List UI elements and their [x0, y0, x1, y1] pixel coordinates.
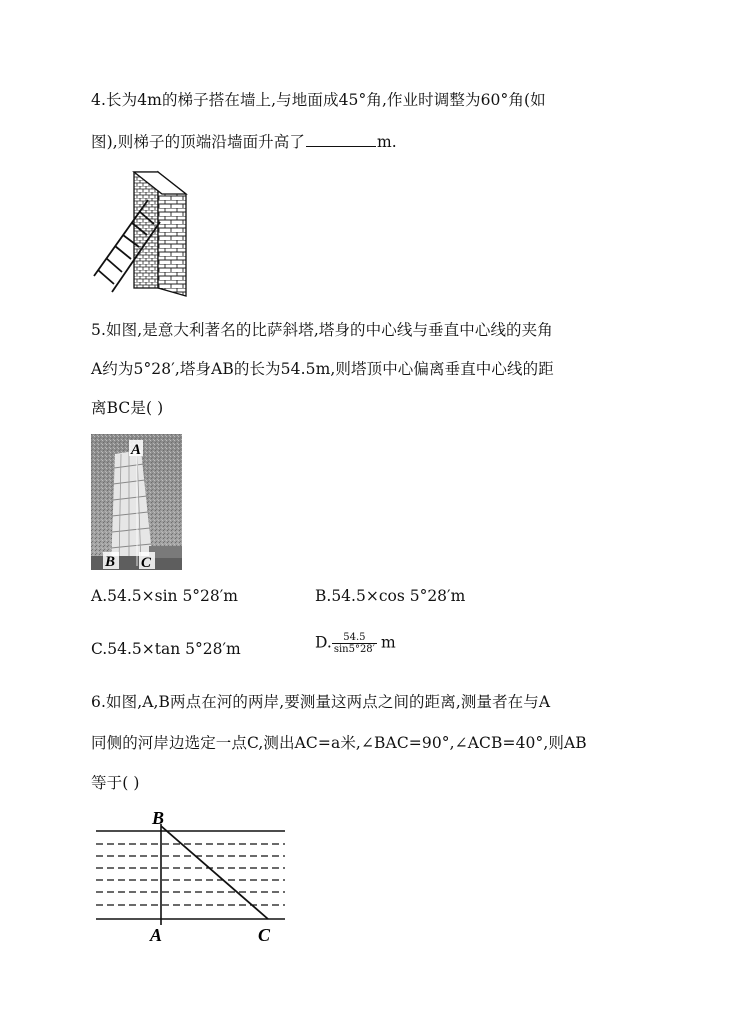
q5-option-a[interactable]: A.54.5×sin 5°28′m — [91, 587, 238, 605]
q4-line-2 — [91, 130, 397, 152]
q5-line-3: 离BC是( ) — [91, 399, 164, 417]
ladder-wall-figure — [90, 168, 200, 298]
photo-label-a: A — [131, 442, 142, 458]
q6-line-1: 6.如图,A,B两点在河的两岸,要测量这两点之间的距离,测量者在与A — [91, 693, 551, 711]
photo-label-b: B — [105, 554, 116, 570]
q5-line-1: 5.如图,是意大利著名的比萨斜塔,塔身的中心线与垂直中心线的夹角 — [91, 321, 553, 339]
fraction-numerator: 54.5 — [332, 632, 377, 644]
q6-line-2: 同侧的河岸边选定一点C,测出AC=a米,∠BAC=90°,∠ACB=40°,则AB — [91, 734, 587, 752]
river-water — [96, 844, 285, 905]
photo-label-c: C — [141, 555, 152, 570]
q5-line-2: A约为5°28′,塔身AB的长为54.5m,则塔顶中心偏离垂直中心线的距 — [91, 360, 554, 378]
point-a-label: A — [150, 925, 163, 945]
q5-option-d[interactable] — [315, 632, 396, 655]
q6-line-3: 等于( ) — [91, 774, 140, 792]
q5-option-c[interactable]: C.54.5×tan 5°28′m — [91, 640, 241, 658]
q5-option-d-unit: m — [380, 633, 396, 652]
leaning-tower-photo — [91, 434, 182, 570]
q4-line-2-text: 图),则梯子的顶端沿墙面升高了 — [91, 133, 305, 151]
q4-unit: m. — [376, 133, 397, 151]
q5-option-d-label: D. — [315, 633, 332, 652]
point-c-label: C — [258, 925, 271, 945]
river-diagram — [90, 806, 295, 946]
point-b-label: B — [152, 808, 165, 828]
q4-line-1: 4.长为4m的梯子搭在墙上,与地面成45°角,作业时调整为60°角(如 — [91, 91, 546, 109]
q5-option-d-fraction — [332, 632, 377, 655]
q4-answer-blank[interactable] — [306, 132, 376, 147]
q5-option-b[interactable]: B.54.5×cos 5°28′m — [315, 587, 466, 605]
fraction-denominator: sin5°28′ — [333, 644, 375, 655]
